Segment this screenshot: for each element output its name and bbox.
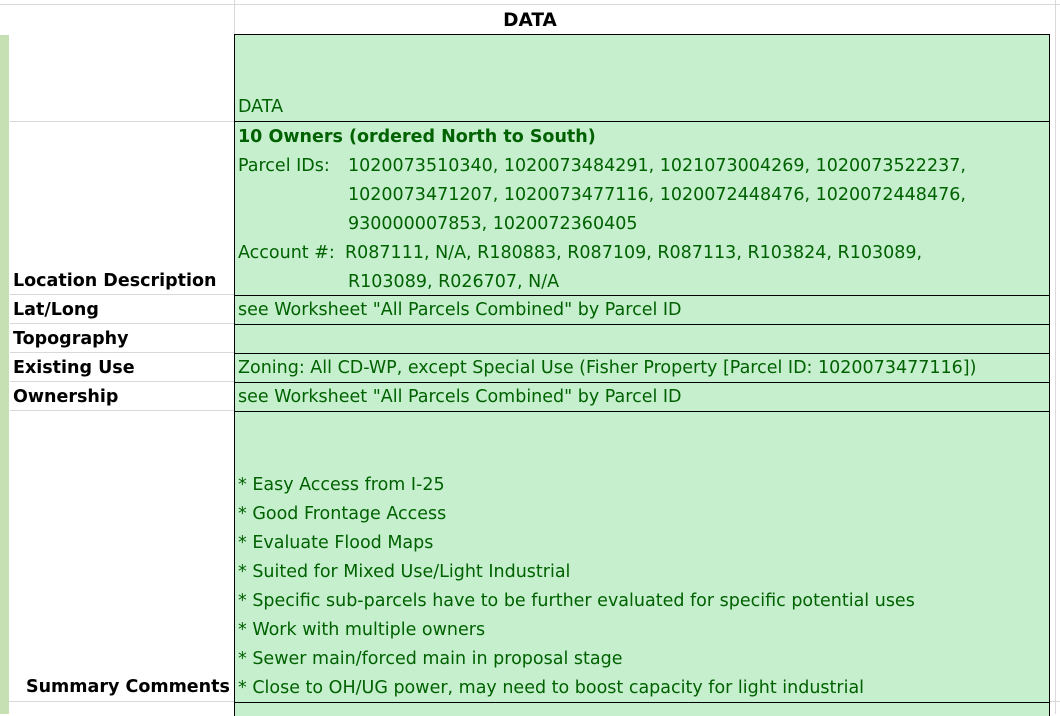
summary-item: * Good Frontage Access xyxy=(238,504,447,524)
cell-data[interactable] xyxy=(234,34,1050,122)
label-location-description: Location Description xyxy=(13,271,217,291)
cell-lat-long[interactable] xyxy=(234,295,1050,325)
existing-use-value: Zoning: All CD-WP, except Special Use (Fisher Property [Parcel ID: 1020073477116]) xyxy=(238,358,977,378)
account-line: R103089, R026707, N/A xyxy=(348,272,560,292)
sheet-header[interactable] xyxy=(10,0,1050,35)
cell-topography[interactable] xyxy=(234,324,1050,354)
label-topography: Topography xyxy=(13,329,129,349)
gridline xyxy=(1055,0,1056,714)
label-summary-comments: Summary Comments xyxy=(26,677,230,697)
parcel-ids-line: 1020073510340, 1020073484291, 1021073004269, 1020073522237, xyxy=(348,156,966,176)
cell-ownership[interactable] xyxy=(234,382,1050,412)
owners-heading: 10 Owners (ordered North to South) xyxy=(238,127,596,147)
summary-item: * Close to OH/UG power, may need to boost capacity for light industrial xyxy=(238,678,865,698)
parcel-ids-label: Parcel IDs: xyxy=(238,156,330,176)
cell-existing-use[interactable] xyxy=(234,353,1050,383)
summary-item: * Easy Access from I-25 xyxy=(238,475,445,495)
label-existing-use: Existing Use xyxy=(13,358,135,378)
summary-item: * Evaluate Flood Maps xyxy=(238,533,434,553)
cell-location-description[interactable] xyxy=(234,121,1050,296)
summary-item: * Suited for Mixed Use/Light Industrial xyxy=(238,562,571,582)
cell-summary-comments[interactable] xyxy=(234,411,1050,703)
parcel-ids-line: 1020073471207, 1020073477116, 1020072448476, 1020072448476, xyxy=(348,185,966,205)
cell-data-text: DATA xyxy=(238,97,284,117)
parcel-ids-line: 930000007853, 1020072360405 xyxy=(348,214,638,234)
gridline xyxy=(10,121,235,122)
summary-item: * Work with multiple owners xyxy=(238,620,486,640)
header-title: DATA xyxy=(503,10,557,31)
row-band xyxy=(0,35,9,714)
ownership-value: see Worksheet "All Parcels Combined" by Parcel ID xyxy=(238,387,682,407)
account-label: Account #: xyxy=(238,243,335,263)
summary-item: * Sewer main/forced main in proposal stage xyxy=(238,649,623,669)
summary-item: * Specific sub-parcels have to be further evaluated for specific potential uses xyxy=(238,591,915,611)
account-line: R087111, N/A, R180883, R087109, R087113, R103824, R103089, xyxy=(345,243,923,263)
lat-long-value: see Worksheet "All Parcels Combined" by Parcel ID xyxy=(238,300,682,320)
label-lat-long: Lat/Long xyxy=(13,300,99,320)
label-ownership: Ownership xyxy=(13,387,119,407)
